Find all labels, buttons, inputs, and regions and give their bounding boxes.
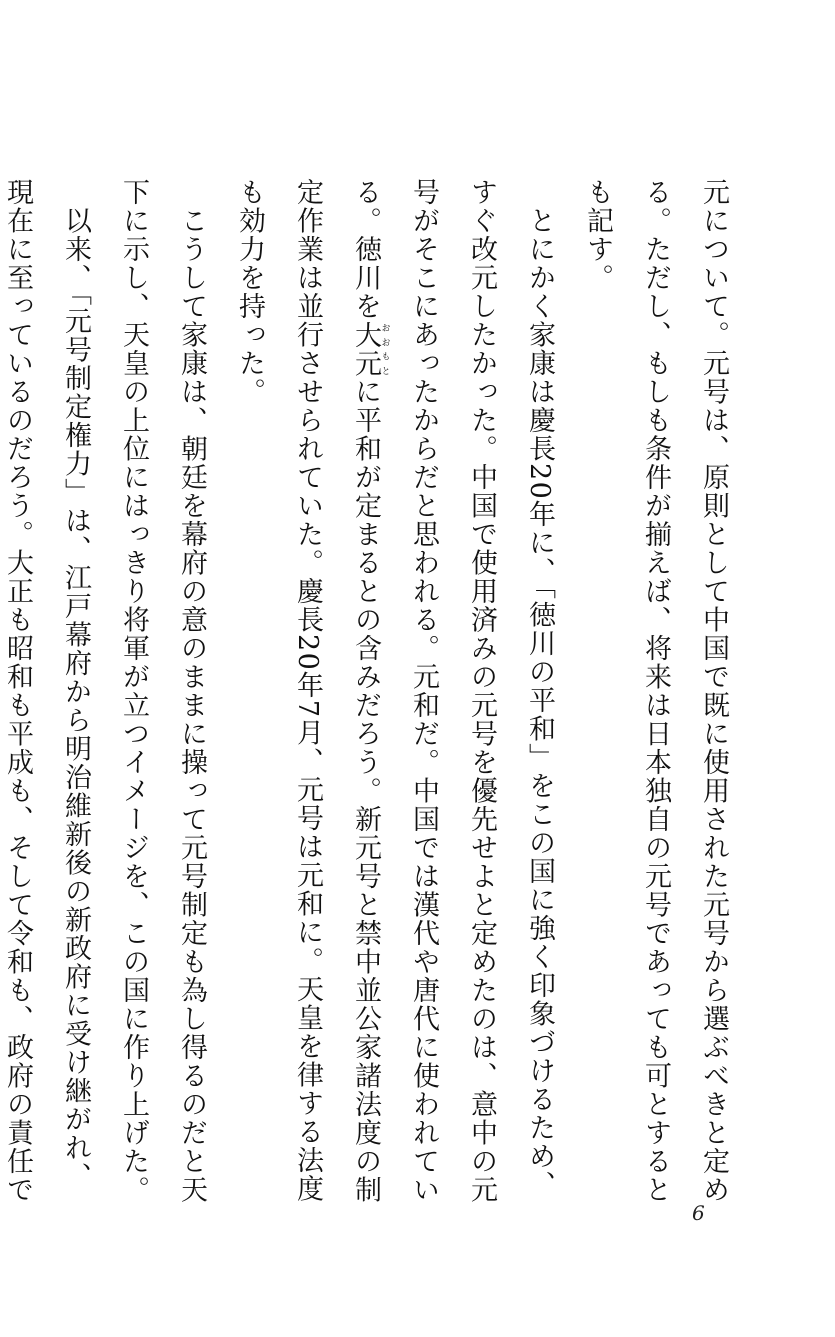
paragraph-2-text: とにかく家康は慶長20年に、「徳川の平和」をこの国に強く印象づけるため、すぐ改元したかった。中国で使用済みの元号を優先せよと定めたのは、意中の元号がそこにあったからだと思われる。元和だ。中国では漢代や唐代に使われている。徳川を	[350, 178, 555, 1204]
paragraph-2	[220, 178, 568, 1208]
ruby-oomoto	[350, 320, 390, 378]
vertical-text-body	[2, 178, 742, 1208]
paragraph-4	[0, 178, 104, 1208]
ruby-reading: おおもと	[379, 320, 390, 378]
paragraph-3-text: こうして家康は、朝廷を幕府の意のままに操って元号制定も為し得るのだと天下に示し、天皇の上位にはっきり将軍が立つイメージを、この国に作り上げた。	[118, 178, 207, 1204]
paragraph-4-text: 以来、「元号制定権力」は、江戸幕府から明治維新後の新政府に受け継がれ、現在に至っているのだろう。大正も昭和も平成も、そして令和も、政府の責任で	[2, 178, 91, 1204]
ruby-base-text: 大元	[350, 320, 381, 378]
paragraph-2-text-cont: に平和が定まるとの含みだろう。新元号と禁中並公家諸法度の制定作業は並行させられていた。慶長20年7月、元号は元和に。天皇を律する法度も効力を持った。	[234, 178, 381, 1204]
page-number: 6	[692, 1201, 705, 1225]
paragraph-1: 元について。元号は、原則として中国で既に使用された元号から選ぶべきと定める。ただし、もしも条件が揃えば、将来は日本独自の元号であっても可とするとも記す。	[582, 178, 729, 1204]
paragraph-3	[104, 178, 220, 1208]
